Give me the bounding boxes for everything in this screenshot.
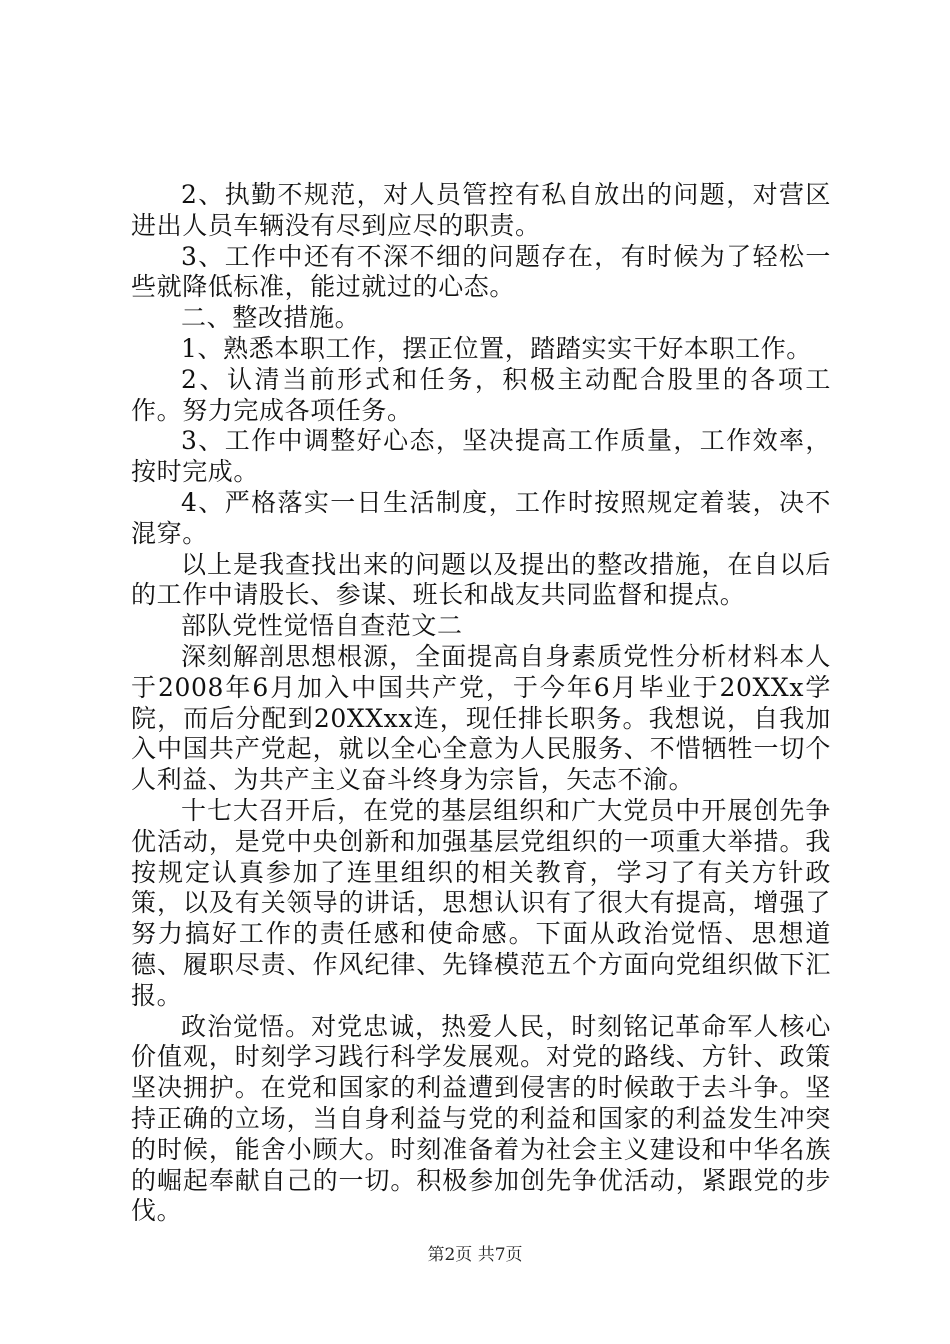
- article-title-2: 部队党性觉悟自查范文二: [181, 611, 463, 641]
- paragraph-measure-3: 3、工作中调整好心态，坚决提高工作质量，工作效率，按时完成。: [131, 426, 831, 487]
- page-number: 第2页 共7页: [427, 1245, 523, 1265]
- document-body: [131, 180, 831, 1227]
- paragraph-measure-4: 4、严格落实一日生活制度，工作时按照规定着装，决不混穿。: [131, 487, 831, 548]
- paragraph-issue-2: 2、执勤不规范，对人员管控有私自放出的问题，对营区进出人员车辆没有尽到应尽的职责。: [131, 180, 831, 240]
- paragraph-issue-3: 3、工作中还有不深不细的问题存在，有时候为了轻松一些就降低标准，能过就过的心态。: [131, 241, 831, 302]
- paragraph-measure-1: 1、熟悉本职工作，摆正位置，踏踏实实干好本职工作。: [181, 333, 812, 363]
- paragraph-intro: 深刻解剖思想根源，全面提高自身素质党性分析材料本人于2008年6月加入中国共产党，于今年6月毕业于20XXx学院，而后分配到20XXxx连，现任排长职务。我想说，自我加入中国共产党起，就以全心全意为人民服务、不惜牺牲一切个人利益、为共产主义奋斗终身为宗旨，矢志不渝。: [131, 641, 831, 795]
- paragraph-congress: 十七大召开后，在党的基层组织和广大党员中开展创先争优活动，是党中央创新和加强基层党组织的一项重大举措。我按规定认真参加了连里组织的相关教育，学习了有关方针政策，以及有关领导的讲话，思想认识有了很大有提高，增强了努力搞好工作的责任感和使命感。下面从政治觉悟、思想道德、履职尽责、作风纪律、先锋模范五个方面向党组织做下汇报。: [131, 795, 831, 1010]
- paragraph-conclusion: 以上是我查找出来的问题以及提出的整改措施，在自以后的工作中请股长、参谋、班长和战友共同监督和提点。: [131, 549, 831, 610]
- section-heading-measures: 二、整改措施。: [181, 303, 361, 333]
- paragraph-political-awareness: 政治觉悟。对党忠诚，热爱人民，时刻铭记革命军人核心价值观，时刻学习践行科学发展观。对党的路线、方针、政策坚决拥护。在党和国家的利益遭到侵害的时候敢于去斗争。坚持正确的立场，当自身利益与党的利益和国家的利益发生冲突的时候，能舍小顾大。时刻准备着为社会主义建设和中华名族的崛起奉献自己的一切。积极参加创先争优活动，紧跟党的步伐。: [131, 1011, 831, 1226]
- paragraph-measure-2: 2、认清当前形式和任务，积极主动配合股里的各项工作。努力完成各项任务。: [131, 364, 831, 425]
